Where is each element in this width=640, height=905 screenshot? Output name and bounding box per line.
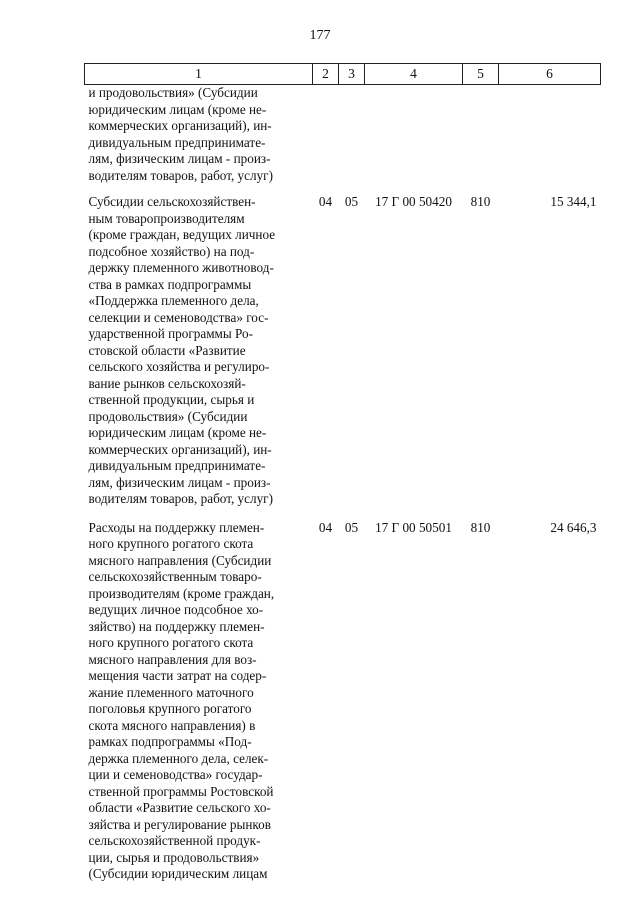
row-target-article xyxy=(365,85,463,195)
header-col-2: 2 xyxy=(313,64,339,85)
row-amount xyxy=(499,85,601,195)
row-target-article: 17 Г 00 50501 xyxy=(375,519,452,535)
row-description: Расходы на поддержку племен- ного крупного рогатого скота мясного направления (Субсидии сельскохозяйственным товаро- производителям (кроме граждан, ведущих личное подсобное хо- зяйство) на поддержку племен- ного крупного рогатого скота мясного направления для воз- мещения части затрат на содер- жание племенного маточного поголовья крупного рогатого скота мясного направления) в рамках подпрограммы «Под- держка племенного дела, селек- ции и семеноводства» государ- ственной программы Ростовской области «Развитие сельского хо- зяйства и регулирование рынков сельскохозяйственной продук- ции, сырья и продовольствия» (Субсидии юридическим лицам xyxy=(88,519,275,881)
header-col-1: 1 xyxy=(85,64,313,85)
header-col-3: 3 xyxy=(339,64,365,85)
row-amount: 24 646,3 xyxy=(550,519,597,535)
row-expense-type: 810 xyxy=(470,194,491,209)
table-row xyxy=(85,194,601,520)
header-col-4: 4 xyxy=(365,64,463,85)
row-description: Субсидии сельскохозяйствен- ным товаропроизводителям (кроме граждан, ведущих личное подсобное хозяйство) на под- держку племенного животновод- ства в рамках подпрограммы «Поддержка племенного дела, селекции и семеноводства» гос- ударственной программы Ро- стовской области «Развитие сельского хозяйства и регулиро- вание рынков сельскохозяй- ственной продукции, сырья и продовольствия» (Субсидии юридическим лицам (кроме не- коммерческих организаций), ин- дивидуальным предпринимате- лям, физическим лицам - произ- водителям товаров, работ, услуг) xyxy=(88,194,276,506)
row-section: 04 xyxy=(318,519,333,535)
page-number: 177 xyxy=(309,28,331,43)
row-description: и продовольствия» (Субсидии юридическим лицам (кроме не- коммерческих организаций), ин- дивидуальным предпринимате- лям, физическим лицам - произ- водителям товаров, работ, услуг) xyxy=(88,85,273,183)
table-row xyxy=(85,85,601,195)
row-subsection: 05 xyxy=(344,194,359,209)
row-section xyxy=(313,85,339,195)
row-subsection: 05 xyxy=(344,519,359,535)
row-amount: 15 344,1 xyxy=(550,194,597,209)
row-expense-type: 810 xyxy=(470,519,491,535)
header-col-6: 6 xyxy=(499,64,601,85)
table-row xyxy=(85,520,601,895)
table-header-row xyxy=(85,64,601,85)
row-section: 04 xyxy=(318,194,333,209)
row-expense-type xyxy=(463,85,499,195)
row-subsection xyxy=(339,85,365,195)
budget-table xyxy=(84,63,601,895)
header-col-5: 5 xyxy=(463,64,499,85)
row-target-article: 17 Г 00 50420 xyxy=(375,194,452,209)
